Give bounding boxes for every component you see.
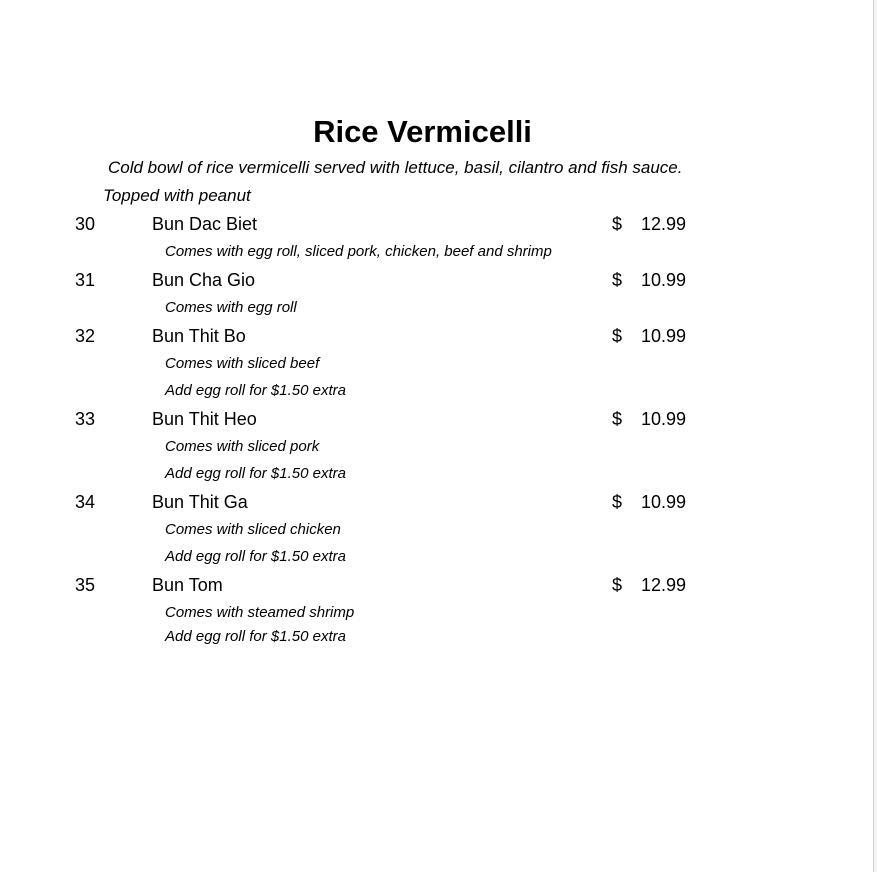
item-name: Bun Dac Biet [152, 214, 258, 234]
item-number: 34 [75, 492, 96, 512]
item-name: Bun Thit Bo [152, 326, 246, 346]
item-number: 35 [75, 575, 96, 595]
item-name: Bun Thit Ga [152, 492, 248, 512]
currency-symbol: $ [612, 214, 623, 234]
currency-symbol: $ [612, 575, 623, 595]
item-price: 10.99 [641, 409, 687, 429]
currency-symbol: $ [612, 492, 623, 512]
description-line-1: Cold bowl of rice vermicelli served with lettuce, basil, cilantro and fish sauce. [108, 158, 683, 177]
item-price: 10.99 [641, 492, 687, 512]
item-number: 31 [75, 270, 96, 290]
description-line-2: Topped with peanut [103, 186, 251, 205]
item-number: 33 [75, 409, 96, 429]
item-number: 30 [75, 214, 96, 234]
item-price: 10.99 [641, 270, 687, 290]
item-number: 32 [75, 326, 96, 346]
item-note: Comes with sliced chicken [165, 521, 341, 538]
page-title: Rice Vermicelli [313, 114, 532, 149]
currency-symbol: $ [612, 409, 623, 429]
item-note-extra: Add egg roll for $1.50 extra [165, 628, 346, 645]
item-name: Bun Cha Gio [152, 270, 256, 290]
item-note: Comes with egg roll [165, 299, 297, 316]
item-price: 10.99 [641, 326, 687, 346]
item-name: Bun Tom [152, 575, 223, 595]
item-note-extra: Add egg roll for $1.50 extra [165, 465, 346, 482]
item-note: Comes with sliced beef [165, 355, 320, 372]
item-note: Comes with egg roll, sliced pork, chicken, beef and shrimp [165, 243, 552, 260]
item-note-extra: Add egg roll for $1.50 extra [165, 382, 346, 399]
currency-symbol: $ [612, 326, 623, 346]
currency-symbol: $ [612, 270, 623, 290]
item-price: 12.99 [641, 214, 687, 234]
item-name: Bun Thit Heo [152, 409, 257, 429]
item-note: Comes with sliced pork [165, 438, 320, 455]
item-note: Comes with steamed shrimp [165, 604, 355, 621]
item-price: 12.99 [641, 575, 687, 595]
item-note-extra: Add egg roll for $1.50 extra [165, 548, 346, 565]
